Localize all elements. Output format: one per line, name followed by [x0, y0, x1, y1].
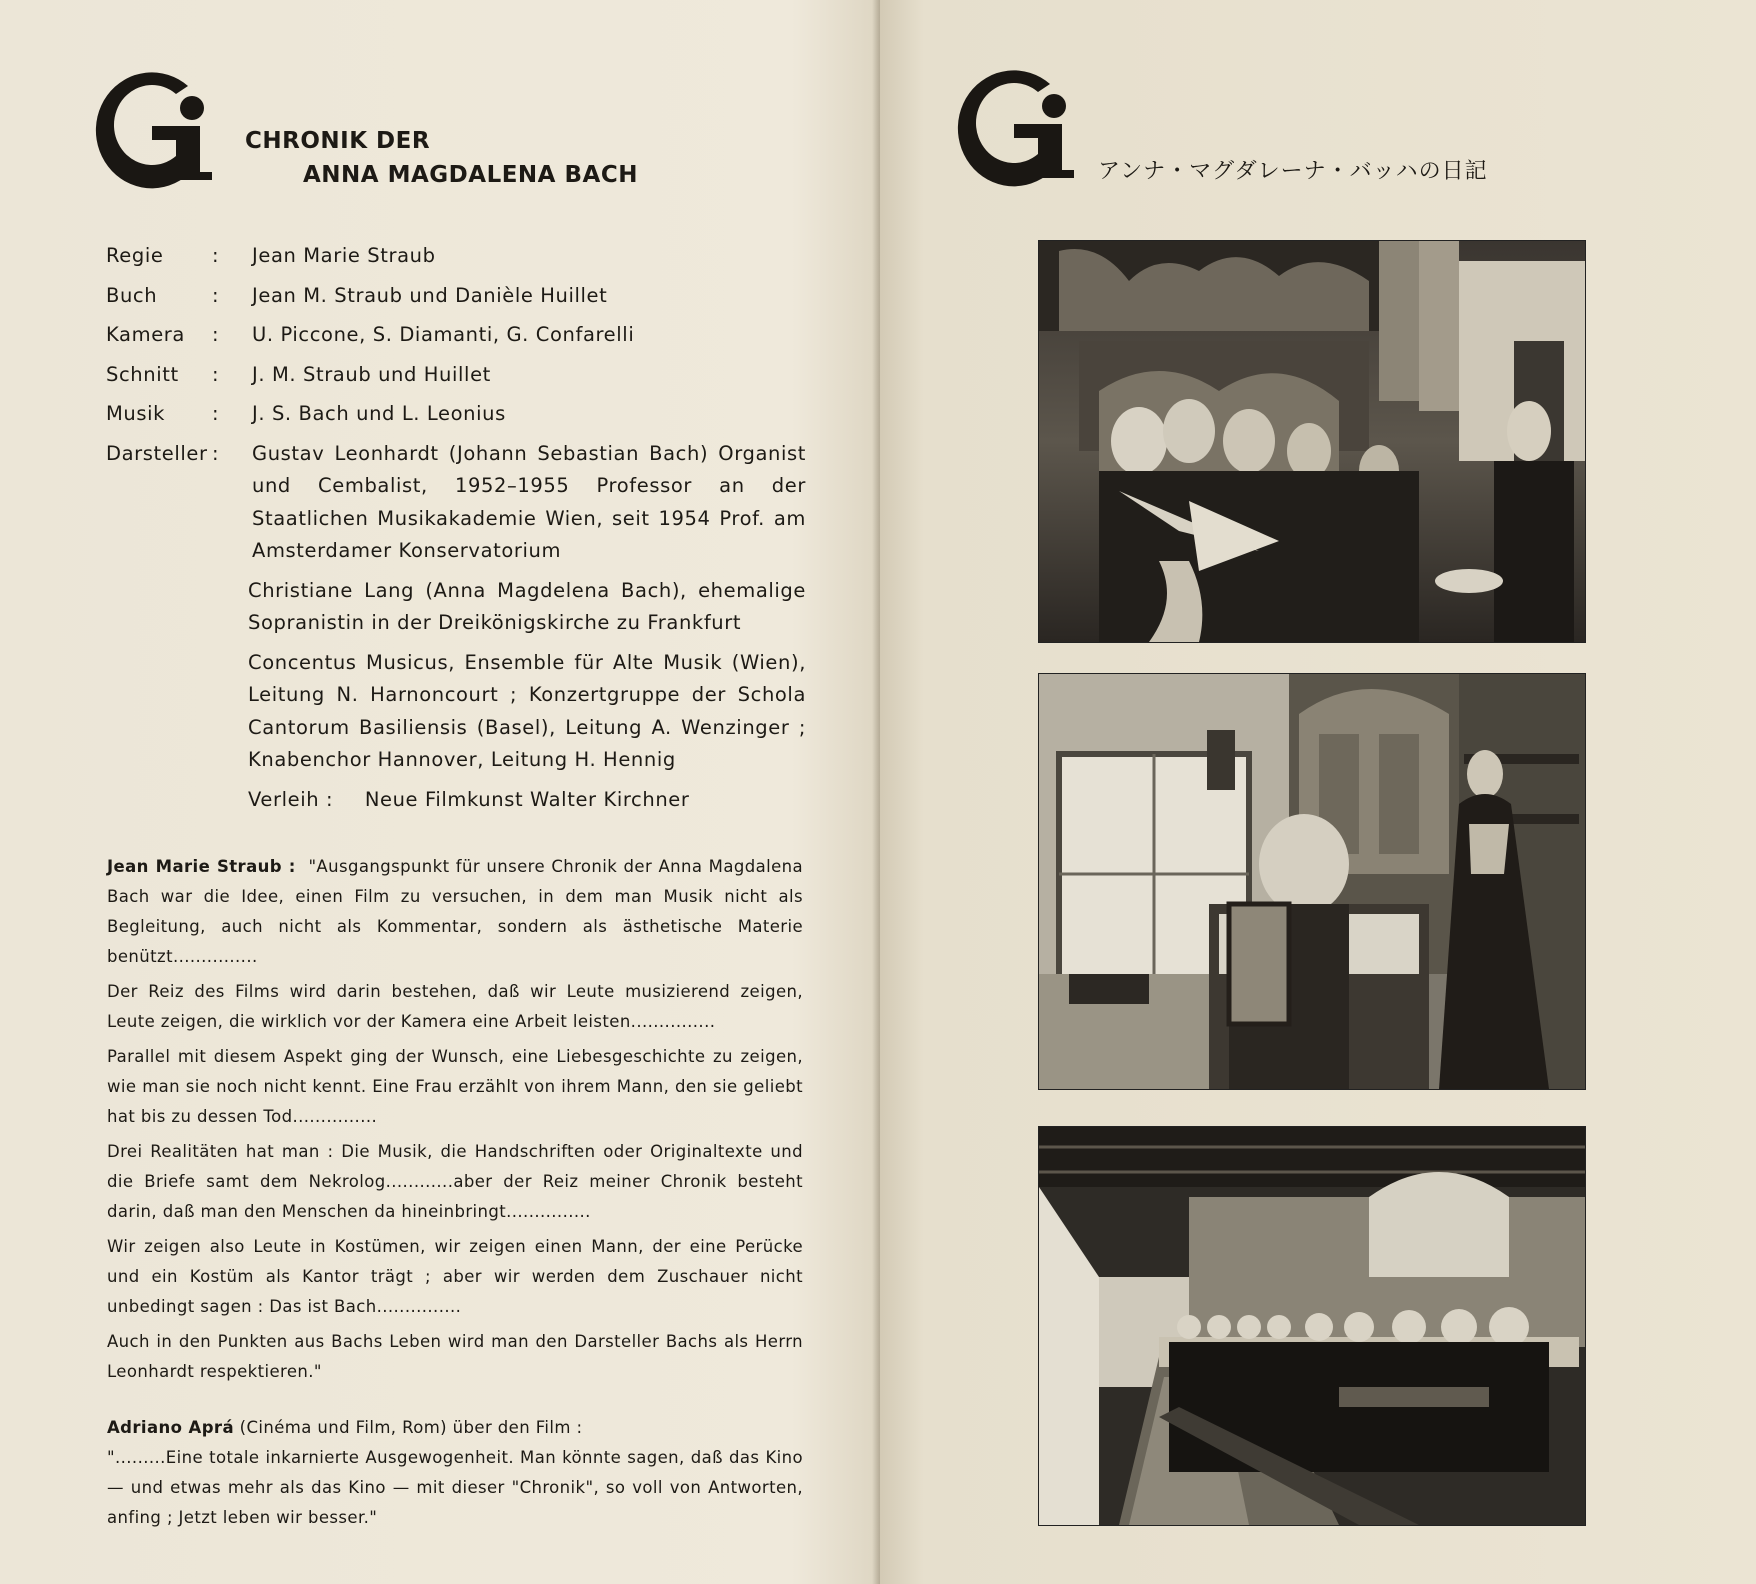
statement-text: "Ausgangspunkt für unsere Chronik der Anna Magdalena Bach war die Idee, einen Film zu versuchen, in dem man Musik nicht als Begleitung, auch nicht als Kommentar, sondern als ästhetische Materie benützt...............: [107, 857, 803, 966]
credits-list: [106, 240, 806, 816]
statement-paragraph: [107, 852, 803, 972]
credit-sep: :: [212, 441, 220, 465]
credit-value: J. S. Bach und L. Leonius: [252, 402, 506, 425]
credit-value: Jean M. Straub und Danièle Huillet: [252, 283, 608, 307]
credit-value: Jean Marie Straub: [252, 244, 436, 267]
distribution-label: Verleih :: [248, 787, 334, 811]
cast-entry-lang: Christiane Lang (Anna Magdelena Bach), ehemalige Sopranistin in der Dreikönigskirche zu Frankfurt: [248, 578, 806, 634]
credit-value: U. Piccone, S. Diamanti, G. Confarelli: [252, 323, 635, 346]
statement-paragraph: Auch in den Punkten aus Bachs Leben wird man den Darsteller Bachs als Herrn Leonhardt respektieren.": [107, 1332, 803, 1381]
credit-sep: :: [212, 323, 220, 346]
apra-review: [107, 1413, 803, 1538]
credit-row-musik: [106, 398, 806, 431]
statement-paragraph: Drei Realitäten hat man : Die Musik, die Handschriften oder Originaltexte und die Briefe samt dem Nekrolog............aber der Reiz meiner Chronik besteht darin, daß man den Menschen da hineinbringt...............: [107, 1142, 803, 1221]
gi-logo-left: [90, 64, 220, 190]
credit-row-darsteller: [106, 438, 806, 568]
title-line-2: ANNA MAGDALENA BACH: [303, 162, 638, 188]
review-text: ".........Eine totale inkarnierte Ausgewogenheit. Man könnte sagen, daß das Kino — und etwas mehr als das Kino — mit dieser "Chronik", so voll von Antworten, anfing ; Jetzt leben wir besser.": [107, 1448, 803, 1527]
statement-author: Jean Marie Straub :: [107, 857, 296, 876]
gi-logo-right: [952, 62, 1082, 188]
cast-entry-ensembles: Concentus Musicus, Ensemble für Alte Musik (Wien), Leitung N. Harnoncourt ; Konzertgruppe der Schola Cantorum Basiliensis (Basel), Leitung A. Wenzinger ; Knabenchor Hannover, Leitung H. Hennig: [248, 650, 806, 771]
gi-logo-icon: [952, 62, 1082, 188]
page-title-japanese: アンナ・マグダレーナ・バッハの日記: [1098, 159, 1488, 184]
credit-value: Gustav Leonhardt (Johann Sebastian Bach) Organist und Cembalist, 1952–1955 Professor an der Staatlichen Musikakademie Wien, seit 1954 Prof. am Amsterdamer Konservatorium: [252, 441, 806, 562]
title-line-1: CHRONIK DER: [245, 128, 431, 154]
credit-sep: :: [212, 283, 220, 307]
credit-sep: :: [212, 244, 220, 267]
page-title-german: [245, 124, 638, 192]
credit-row-schnitt: [106, 359, 806, 392]
credit-label: Darsteller: [106, 441, 208, 465]
credit-sep: :: [212, 402, 220, 425]
review-intro: (Cinéma und Film, Rom) über den Film :: [239, 1418, 583, 1437]
review-header: [107, 1413, 803, 1443]
orchestra-church-photo: [1039, 241, 1585, 642]
distribution-value: Neue Filmkunst Walter Kirchner: [364, 787, 690, 811]
bach-study-photo: [1039, 674, 1585, 1089]
statement-paragraph: Der Reiz des Films wird darin bestehen, daß wir Leute musizierend zeigen, Leute zeigen, die wirklich vor der Kamera eine Arbeit leisten...............: [107, 982, 803, 1031]
review-author: Adriano Aprá: [107, 1418, 234, 1437]
credit-value: J. M. Straub und Huillet: [252, 362, 491, 386]
credit-sep: :: [212, 362, 220, 386]
distribution-line: [248, 784, 806, 817]
gi-logo-icon: [90, 64, 220, 190]
credit-label: Musik: [106, 402, 166, 425]
credit-row-regie: [106, 240, 806, 273]
credit-label: Kamera: [106, 323, 185, 346]
straub-statement: [107, 852, 803, 1392]
statement-paragraph: Wir zeigen also Leute in Kostümen, wir zeigen einen Mann, der eine Perücke und ein Kostüm als Kantor trägt ; aber wir werden dem Zuschauer nicht unbedingt sagen : Das ist Bach...............: [107, 1237, 803, 1316]
credit-row-buch: [106, 280, 806, 313]
credit-row-kamera: [106, 319, 806, 352]
credit-label: Regie: [106, 244, 164, 267]
film-still-choir: [1038, 1126, 1586, 1526]
film-still-study-room: [1038, 673, 1586, 1090]
boys-choir-photo: [1039, 1127, 1585, 1525]
credit-label: Buch: [106, 283, 158, 307]
statement-paragraph: Parallel mit diesem Aspekt ging der Wunsch, eine Liebesgeschichte zu zeigen, wie man sie noch nicht kennt. Eine Frau erzählt von ihrem Mann, den sie geliebt hat bis zu dessen Tod...............: [107, 1047, 803, 1126]
credit-label: Schnitt: [106, 362, 179, 386]
film-still-orchestra: [1038, 240, 1586, 643]
